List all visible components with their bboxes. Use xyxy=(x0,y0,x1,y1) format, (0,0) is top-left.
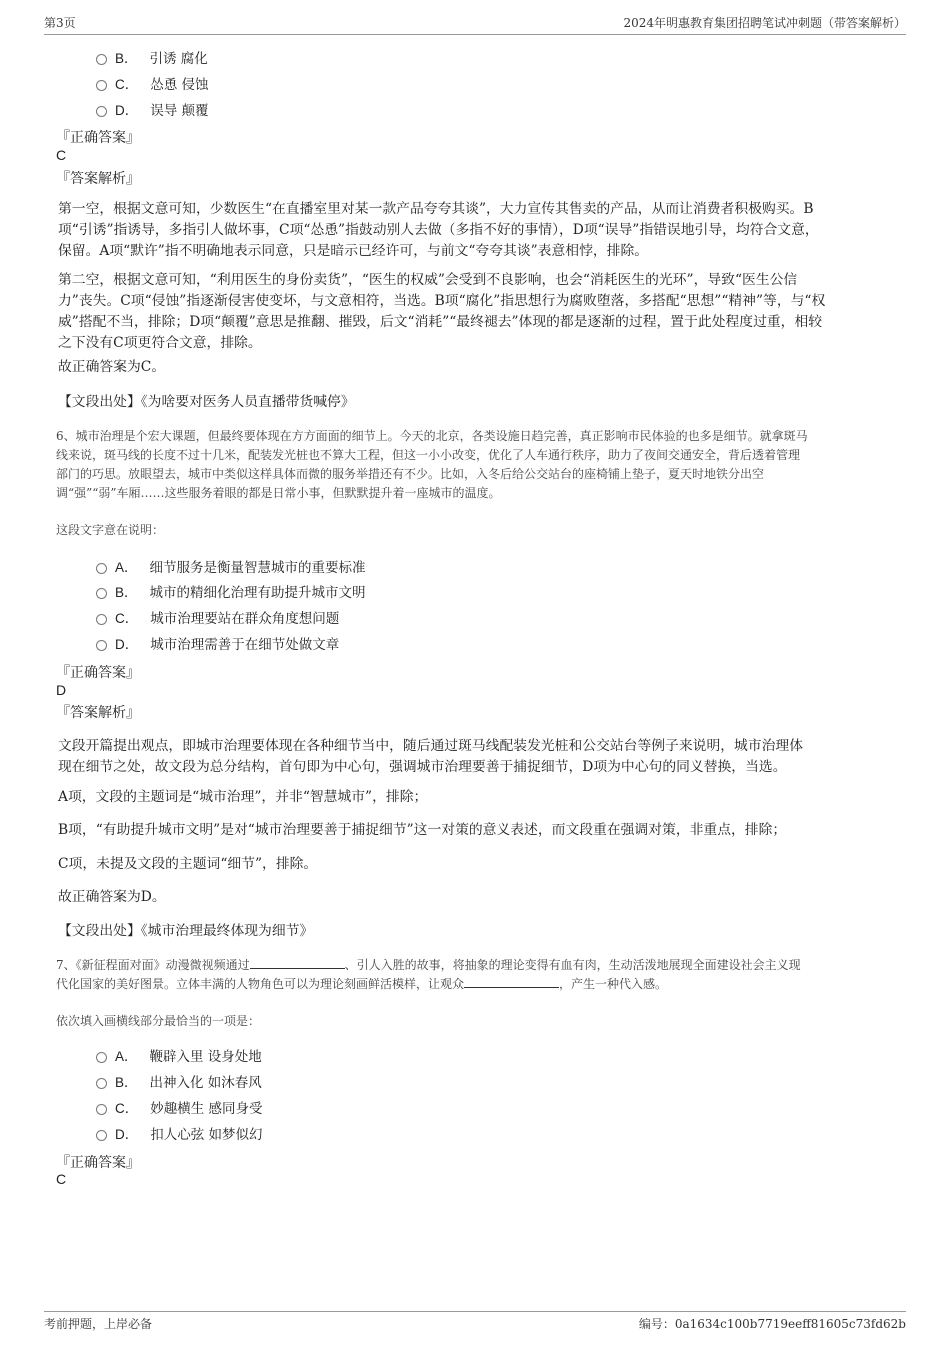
question-prompt: 这段文字意在说明： xyxy=(56,523,165,537)
header-divider xyxy=(44,34,906,35)
option-c[interactable]: C． 妙趣横生 感同身受 xyxy=(96,1097,263,1117)
answer-value: C xyxy=(56,147,67,163)
question-stem: 7、《新征程面对面》动漫微视频通过 、引人入胜的故事，将抽象的理论变得有血有肉，生动活泼地展现全面建设社会主义现 代化国家的美好图景。立体丰满的人物角色可以为理论刻画鲜活模样，让观众 ，产生一种代入感。 xyxy=(56,958,801,991)
answer-value: C xyxy=(56,1171,67,1187)
answer-value: D xyxy=(56,682,67,698)
analysis-option-a: A项，文段的主题词是“城市治理”，并非“智慧城市”，排除； xyxy=(58,789,428,805)
option-b[interactable]: B． 城市的精细化治理有助提升城市文明 xyxy=(96,581,366,601)
analysis-paragraph: 第二空，根据文意可知，“利用医生的身份卖货”，“医生的权威”会受到不良影响，也会“消耗医生的光环”，导致“医生公信 力”丧失。C项“侵蚀”指逐渐侵害使变坏，与文意相符，当选。B项“腐化”指思想行为腐败堕落，多搭配“思想”“精神”等，与“权 威”搭配不当，排除；D项“颠覆”意思是推翻、摧毁，后文“消耗”“最终褪去”体现的都是逐渐的过程，置于此处程度过重，相较 之下没有C项更符合文意，排除。 xyxy=(58,272,826,351)
question-prompt: 依次填入画横线部分最恰当的一项是： xyxy=(56,1014,261,1028)
radio-icon[interactable] xyxy=(96,80,107,91)
radio-icon[interactable] xyxy=(96,1078,107,1089)
radio-icon[interactable] xyxy=(96,106,107,117)
radio-icon[interactable] xyxy=(96,640,107,651)
document-title: 2024年明惠教育集团招聘笔试冲刺题（带答案解析） xyxy=(623,16,906,30)
radio-icon[interactable] xyxy=(96,563,107,574)
radio-icon[interactable] xyxy=(96,588,107,599)
analysis-label: 『答案解析』 xyxy=(56,171,140,187)
radio-icon[interactable] xyxy=(96,54,107,65)
analysis-option-b: B项，“有助提升城市文明”是对“城市治理要善于捕捉细节”这一对策的意义表述，而文段重在强调对策，非重点，排除； xyxy=(58,822,787,838)
analysis-paragraph: 文段开篇提出观点，即城市治理要体现在各种细节当中，随后通过斑马线配装发光桩和公交站台等例子来说明，城市治理体 现在细节之处，故文段为总分结构，首句即为中心句，强调城市治理要善于捕捉细节，D项为中心句的同义替换，当选。 xyxy=(58,738,804,775)
source-citation: 【文段出处】《城市治理最终体现为细节》 xyxy=(58,923,314,939)
radio-icon[interactable] xyxy=(96,1104,107,1115)
radio-icon[interactable] xyxy=(96,1052,107,1063)
footer-slogan: 考前押题，上岸必备 xyxy=(44,1317,153,1331)
option-a[interactable]: A． 细节服务是衡量智慧城市的重要标准 xyxy=(96,556,366,576)
footer-divider xyxy=(44,1311,906,1312)
option-a[interactable]: A． 鞭辟入里 设身处地 xyxy=(96,1045,262,1065)
document-id: 编号：0a1634c100b7719eeff81605c73fd62b xyxy=(638,1317,906,1331)
conclusion: 故正确答案为D。 xyxy=(58,889,166,905)
analysis-paragraph: 第一空，根据文意可知，少数医生“在直播室里对某一款产品夸夸其谈”，大力宣传其售卖的产品，从而让消费者积极购买。B 项“引诱”指诱导，多指引人做坏事，C项“怂恿”指鼓动别人去做（多指不好的事情），D项“误导”指错误地引导，均符合文意， 保留。A项“默许”指不明确地表示同意，只是暗示已经许可，与前文“夸夸其谈”表意相悖，排除。 xyxy=(58,201,819,259)
answer-label: 『正确答案』 xyxy=(56,1155,140,1171)
option-b[interactable]: B． 出神入化 如沐春风 xyxy=(96,1071,262,1091)
radio-icon[interactable] xyxy=(96,1130,107,1141)
option-c[interactable]: C． 怂恿 侵蚀 xyxy=(96,73,209,93)
analysis-option-c: C项，未提及文段的主题词“细节”，排除。 xyxy=(58,856,318,872)
fill-blank xyxy=(464,975,559,988)
conclusion: 故正确答案为C。 xyxy=(58,359,166,375)
option-d[interactable]: D． 误导 颠覆 xyxy=(96,99,209,119)
fill-blank xyxy=(250,956,345,969)
radio-icon[interactable] xyxy=(96,614,107,625)
option-c[interactable]: C． 城市治理要站在群众角度想问题 xyxy=(96,607,339,627)
page-number: 第3页 xyxy=(44,16,76,30)
option-d[interactable]: D． 扣人心弦 如梦似幻 xyxy=(96,1123,263,1143)
answer-label: 『正确答案』 xyxy=(56,665,140,681)
option-b[interactable]: B． 引诱 腐化 xyxy=(96,47,208,67)
analysis-label: 『答案解析』 xyxy=(56,705,140,721)
source-citation: 【文段出处】《为啥要对医务人员直播带货喊停》 xyxy=(58,394,355,410)
option-d[interactable]: D． 城市治理需善于在细节处做文章 xyxy=(96,633,339,653)
answer-label: 『正确答案』 xyxy=(56,130,140,146)
question-stem: 6、城市治理是个宏大课题，但最终要体现在方方面面的细节上。今天的北京，各类设施日趋完善，真正影响市民体验的也多是细节。就拿斑马 线来说，斑马线的长度不过十几米，配装发光桩也不算大工程，但这一小小改变，优化了人车通行秩序，助力了夜间交通安全，背后透着管理 部门的巧思。放眼望去，城市中类似这样具体而微的服务举措还有不少。比如，入冬后给公交站台的座椅铺上垫子，夏天时地铁分出空 调“强”“弱”车厢……这些服务着眼的都是日常小事，但默默提升着一座城市的温度。 xyxy=(56,429,808,500)
